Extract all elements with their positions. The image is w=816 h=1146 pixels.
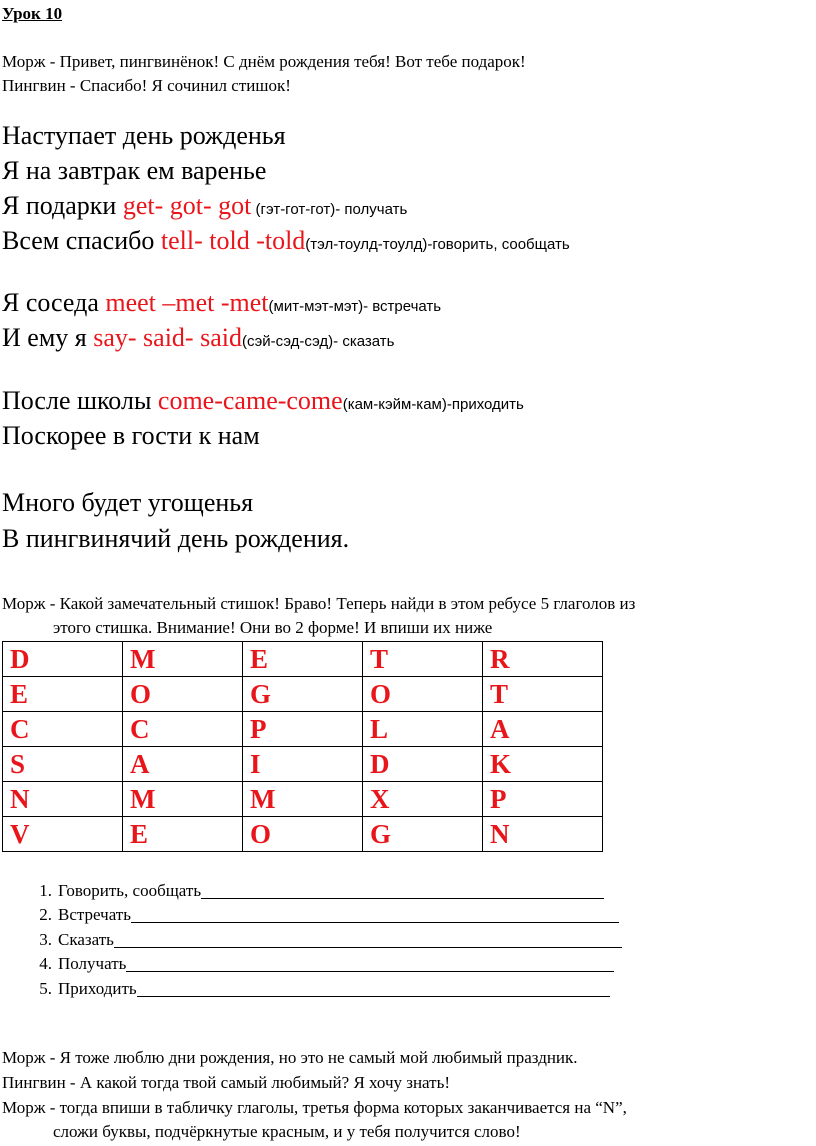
lesson-title: Урок 10 [2, 4, 63, 23]
grid-cell: E [243, 642, 363, 677]
outro-line-1: Морж - Я тоже люблю дни рождения, но это не самый мой любимый праздник. [2, 1048, 578, 1067]
answer-number: 5. [39, 978, 52, 998]
answer-blank[interactable] [137, 980, 610, 997]
grid-cell: M [123, 642, 243, 677]
poem-line-6 [2, 323, 394, 353]
grid-cell: E [123, 817, 243, 852]
answer-item [0, 925, 622, 950]
poem-line-2: Я на завтрак ем варенье [2, 156, 267, 185]
grid-cell: T [363, 642, 483, 677]
grid-cell: P [243, 712, 363, 747]
grid-cell: G [363, 817, 483, 852]
grid-cell: R [483, 642, 603, 677]
answer-item [0, 901, 622, 926]
poem-text: Всем спасибо [2, 226, 161, 255]
answer-item [0, 974, 622, 999]
grid-cell: D [3, 642, 123, 677]
grid-cell: A [483, 712, 603, 747]
letter-puzzle-grid [2, 641, 603, 852]
poem-line-1: Наступает день рожденья [2, 121, 286, 150]
answer-blank[interactable] [131, 906, 619, 923]
answer-label: Говорить, сообщать [58, 880, 202, 900]
outro-line-4: сложи буквы, подчёркнутые красным, и у тебя получится слово! [53, 1122, 521, 1141]
grid-cell: M [243, 782, 363, 817]
poem-line-3 [2, 191, 407, 221]
answer-label: Сказать [58, 929, 114, 949]
grid-cell: T [483, 677, 603, 712]
answer-number: 1. [39, 880, 52, 900]
grid-row [3, 712, 603, 747]
grid-cell: N [483, 817, 603, 852]
grid-cell: E [3, 677, 123, 712]
grid-cell: V [3, 817, 123, 852]
answer-item [0, 950, 622, 975]
answer-blank[interactable] [201, 882, 604, 899]
verb-note-get: (гэт-гот-гот)- получать [251, 201, 408, 218]
grid-row [3, 747, 603, 782]
intro-walrus: Морж - Привет, пингвинёнок! С днём рождения тебя! Вот тебе подарок! [2, 52, 526, 71]
grid-cell: S [3, 747, 123, 782]
poem-line-10: В пингвинячий день рождения. [2, 524, 350, 553]
verb-forms-tell: tell- told -told [160, 226, 306, 255]
verb-note-tell: (тэл-тоулд-тоулд)-говорить, сообщать [305, 236, 570, 253]
grid-row [3, 817, 603, 852]
poem-line-4 [2, 226, 570, 256]
grid-row [3, 642, 603, 677]
grid-cell: D [363, 747, 483, 782]
grid-cell: N [3, 782, 123, 817]
answer-list [0, 876, 622, 999]
grid-cell: A [123, 747, 243, 782]
poem-text: Я подарки [2, 191, 123, 220]
verb-forms-get: get- got- got [122, 191, 252, 220]
grid-cell: M [123, 782, 243, 817]
verb-forms-come: come-came-come [157, 386, 343, 415]
grid-cell: O [243, 817, 363, 852]
grid-cell: I [243, 747, 363, 782]
answer-number: 4. [39, 954, 52, 973]
grid-cell: C [3, 712, 123, 747]
outro-line-3: Морж - тогда впиши в табличку глаголы, третья форма которых заканчивается на “N”, [2, 1098, 627, 1117]
grid-cell: L [363, 712, 483, 747]
poem-line-8: Поскорее в гости к нам [2, 421, 260, 450]
poem-text: Я соседа [2, 288, 106, 317]
outro-line-2: Пингвин - А какой тогда твой самый любимый? Я хочу знать! [2, 1073, 451, 1092]
grid-row [3, 782, 603, 817]
poem-text: После школы [2, 386, 158, 415]
answer-label: Получать [58, 954, 127, 973]
intro-penguin: Пингвин - Спасибо! Я сочинил стишок! [2, 76, 291, 95]
verb-note-say: (сэй-сэд-сэд)- сказать [241, 333, 395, 350]
answer-label: Встречать [58, 905, 131, 924]
poem-text: И ему я [2, 323, 94, 352]
grid-cell: K [483, 747, 603, 782]
grid-cell: O [363, 677, 483, 712]
answer-number: 2. [39, 905, 52, 924]
verb-forms-meet: meet –met -met [105, 288, 269, 317]
grid-cell: X [363, 782, 483, 817]
poem-line-7 [2, 386, 524, 416]
poem-line-5 [2, 288, 441, 318]
verb-note-meet: (мит-мэт-мэт)- встречать [268, 298, 442, 315]
answer-blank[interactable] [126, 955, 614, 972]
grid-cell: O [123, 677, 243, 712]
poem-line-9: Много будет угощенья [2, 488, 254, 517]
task-line-1: Морж - Какой замечательный стишок! Браво! Теперь найди в этом ребусе 5 глаголов из [2, 594, 636, 613]
answer-number: 3. [39, 929, 52, 949]
grid-row [3, 677, 603, 712]
verb-forms-say: say- said- said [93, 323, 242, 352]
verb-note-come: (кам-кэйм-кам)-приходить [342, 396, 524, 413]
answer-label: Приходить [58, 978, 137, 998]
grid-cell: P [483, 782, 603, 817]
answer-blank[interactable] [114, 931, 622, 948]
grid-cell: C [123, 712, 243, 747]
task-line-2: этого стишка. Внимание! Они во 2 форме! И впиши их ниже [53, 618, 493, 637]
answer-item [0, 876, 622, 901]
grid-cell: G [243, 677, 363, 712]
